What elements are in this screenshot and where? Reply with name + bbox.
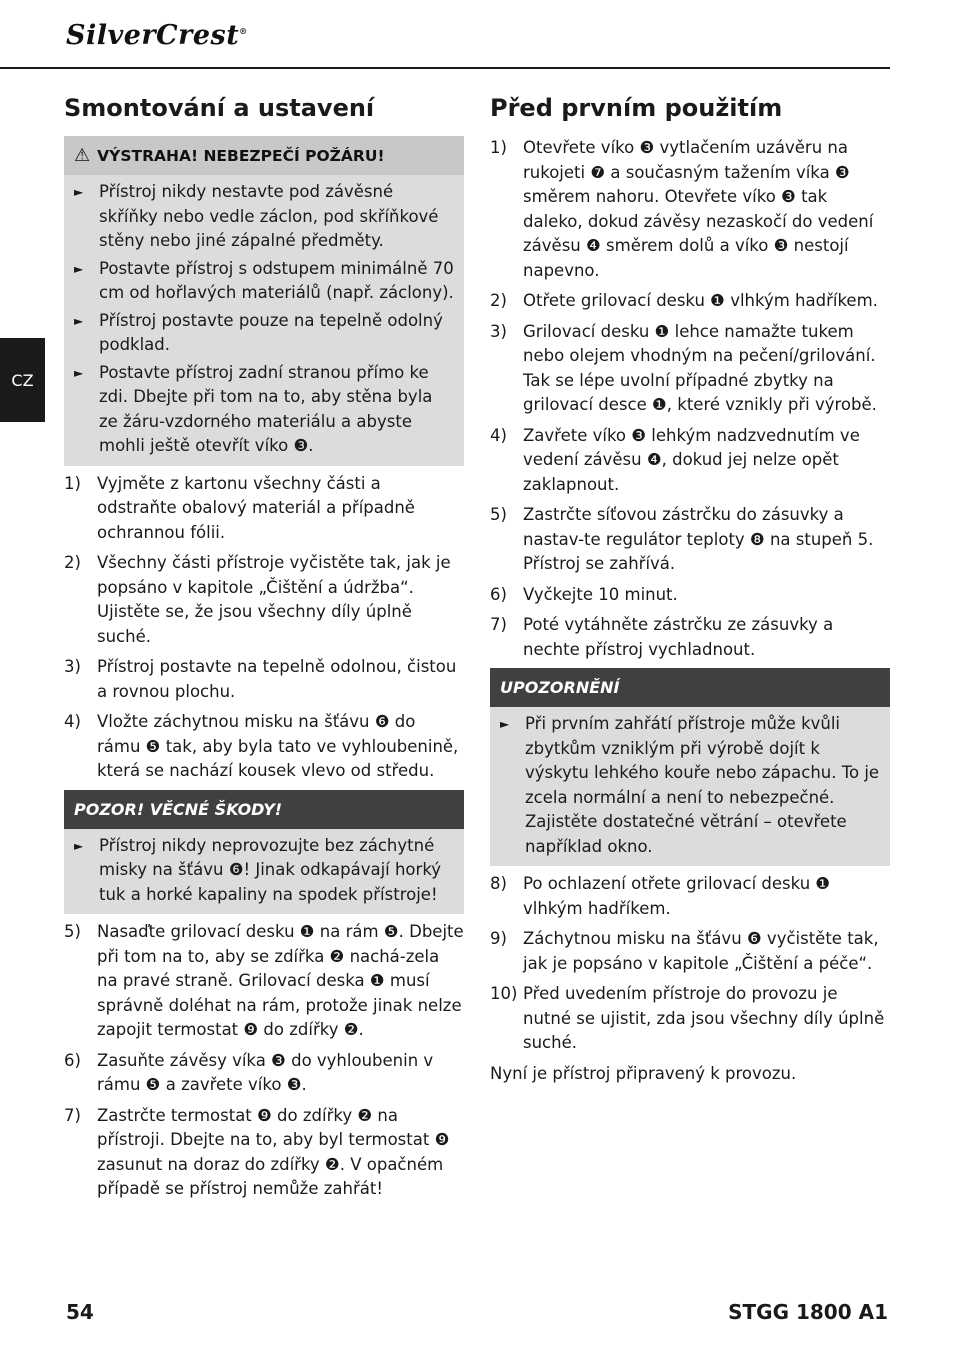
list-item: 3) Grilovací desku ❶ lehce namažte tukem nebo olejem vhodným na pečení/grilování. Tak se lépe uvolní případné zbytky na grilovací desce ❶, které vznikly při výrobě. — [490, 321, 877, 414]
warning-box — [64, 136, 464, 466]
assembly-steps-b — [64, 920, 464, 1202]
list-item: 2) Všechny části přístroje vyčistěte tak, jak je popsáno v kapitole „Čištění a údržba“. Ujistěte se, že jsou všechny díly úplně suché. — [64, 553, 451, 646]
warning-triangle-icon: ⚠ — [74, 145, 91, 166]
header-rule — [0, 67, 890, 69]
caution-list — [64, 829, 464, 915]
warning-title: VÝSTRAHA! NEBEZPEČÍ POŽÁRU! — [97, 146, 385, 165]
list-item: ► Přístroj nikdy nestavte pod závěsné skříňky nebo vedle záclon, pod skříňkové stěny nebo jiné zápalné předměty. — [74, 182, 439, 250]
first-use-steps-b — [490, 872, 890, 1056]
warning-header — [64, 136, 464, 175]
list-item: 2) Otřete grilovací desku ❶ vlhkým hadříkem. — [490, 291, 878, 310]
list-item: ► Přístroj postavte pouze na tepelně odolný podklad. — [74, 310, 443, 354]
list-item: 1) Otevřete víko ❸ vytlačením uzávěru na rukojeti ❼ a současným tažením víka ❸ směrem nahoru. Otevřete víko ❸ tak daleko, dokud závěsy nezaskočí do vedení závěsu ❹ směrem dolů a víko ❸ nestojí napevno. — [490, 138, 874, 280]
model-number: STGG 1800 A1 — [728, 1300, 888, 1324]
warning-list — [64, 175, 464, 466]
notice-header — [490, 668, 890, 707]
list-item: ► Postavte přístroj s odstupem minimálně 70 cm od hořlavých materiálů (např. záclony). — [74, 258, 454, 302]
caution-box — [64, 790, 464, 915]
brand-logo: SilverCrest® — [66, 20, 248, 51]
list-item: ► Postavte přístroj zadní stranou přímo ke zdi. Dbejte při tom na to, aby stěna byla ze žáru-vzdorného materiálu a abyste mohli ještě otevřít víko ❸. — [74, 362, 433, 455]
list-item: 3) Přístroj postavte na tepelně odolnou, čistou a rovnou plochu. — [64, 657, 457, 701]
caution-title: POZOR! VĚCNÉ ŠKODY! — [74, 799, 283, 819]
list-item: 5) Zastrčte síťovou zástrčku do zásuvky a nastav-te regulátor teploty ❽ na stupeň 5. Přístroj se zahřívá. — [490, 505, 874, 573]
right-triangle-arrow-icon: ► — [74, 313, 84, 328]
right-triangle-arrow-icon: ► — [74, 261, 84, 276]
list-item: 4) Vložte záchytnou misku na šťávu ❻ do rámu ❺ tak, aby byla tato ve vyhloubenině, která se nachází kousek vlevo od středu. — [64, 712, 459, 780]
page-number: 54 — [66, 1300, 94, 1324]
notice-title: UPOZORNĚNÍ — [500, 678, 620, 697]
notice-list — [490, 707, 890, 866]
list-item: 8) Po ochlazení otřete grilovací desku ❶ vlhkým hadříkem. — [490, 874, 831, 918]
closing-sentence: Nyní je přístroj připravený k provozu. — [490, 1063, 797, 1083]
list-item: ► Přístroj nikdy neprovozujte bez záchytné misky na šťávu ❻! Jinak odkapávají horký tuk a horké kapaliny na spodek přístroje! — [74, 835, 442, 904]
list-item: 5) Nasaďte grilovací desku ❶ na rám ❺. Dbejte při tom na to, aby se zdířka ❷ nachá-zela na pravé straně. Grilovací deska ❶ musí správně doléhat na rám, protože jinak nelze zapojit termostat ❾ do zdířky ❷. — [64, 922, 464, 1039]
section-title-first-use: Před prvním použitím — [490, 94, 783, 122]
right-triangle-arrow-icon: ► — [500, 717, 510, 731]
list-item: 6) Zasuňte závěsy víka ❸ do vyhloubenin v rámu ❺ a zavřete víko ❸. — [64, 1050, 434, 1094]
list-item: 6) Vyčkejte 10 minut. — [490, 584, 678, 604]
list-item: 7) Poté vytáhněte zástrčku ze zásuvky a nechte přístroj vychladnout. — [490, 615, 834, 659]
right-triangle-arrow-icon: ► — [74, 838, 84, 853]
first-use-steps-a — [490, 136, 890, 662]
list-item: 7) Zastrčte termostat ❾ do zdířky ❷ na přístroji. Dbejte na to, aby byl termostat ❾ zasunut na doraz do zdířky ❷. V opačném případě se přístroj nemůže zahřát! — [64, 1105, 450, 1198]
language-tab: CZ — [0, 338, 45, 422]
right-triangle-arrow-icon: ► — [74, 185, 84, 199]
caution-header — [64, 790, 464, 829]
list-item: 1) Vyjměte z kartonu všechny části a odstraňte obalový materiál a případně ochrannou fólii. — [64, 473, 415, 542]
left-column — [64, 90, 464, 1208]
notice-box — [490, 668, 890, 866]
list-item: ► Při prvním zahřátí přístroje může kvůli zbytkům vzniklým při výrobě dojít k výskytu lehkého kouře nebo zápachu. To je zcela normální a není to nebezpečné. Zajistěte dostatečné větrání – otevřete například okno. — [500, 714, 880, 856]
right-triangle-arrow-icon: ► — [74, 365, 84, 380]
list-item: 9) Záchytnou misku na šťávu ❻ vyčistěte tak, jak je popsáno v kapitole „Čištění a péče“. — [490, 929, 879, 973]
list-item: 4) Zavřete víko ❸ lehkým nadzvednutím ve vedení závěsu ❹, dokud jej nelze opět zaklapnout. — [490, 425, 860, 494]
list-item: 10) Před uvedením přístroje do provozu je nutné se ujistit, zda jsou všechny díly úplně suché. — [490, 984, 885, 1052]
assembly-steps-a — [64, 472, 464, 784]
section-title-assembly: Smontování a ustavení — [64, 94, 375, 122]
right-column — [490, 90, 890, 1086]
